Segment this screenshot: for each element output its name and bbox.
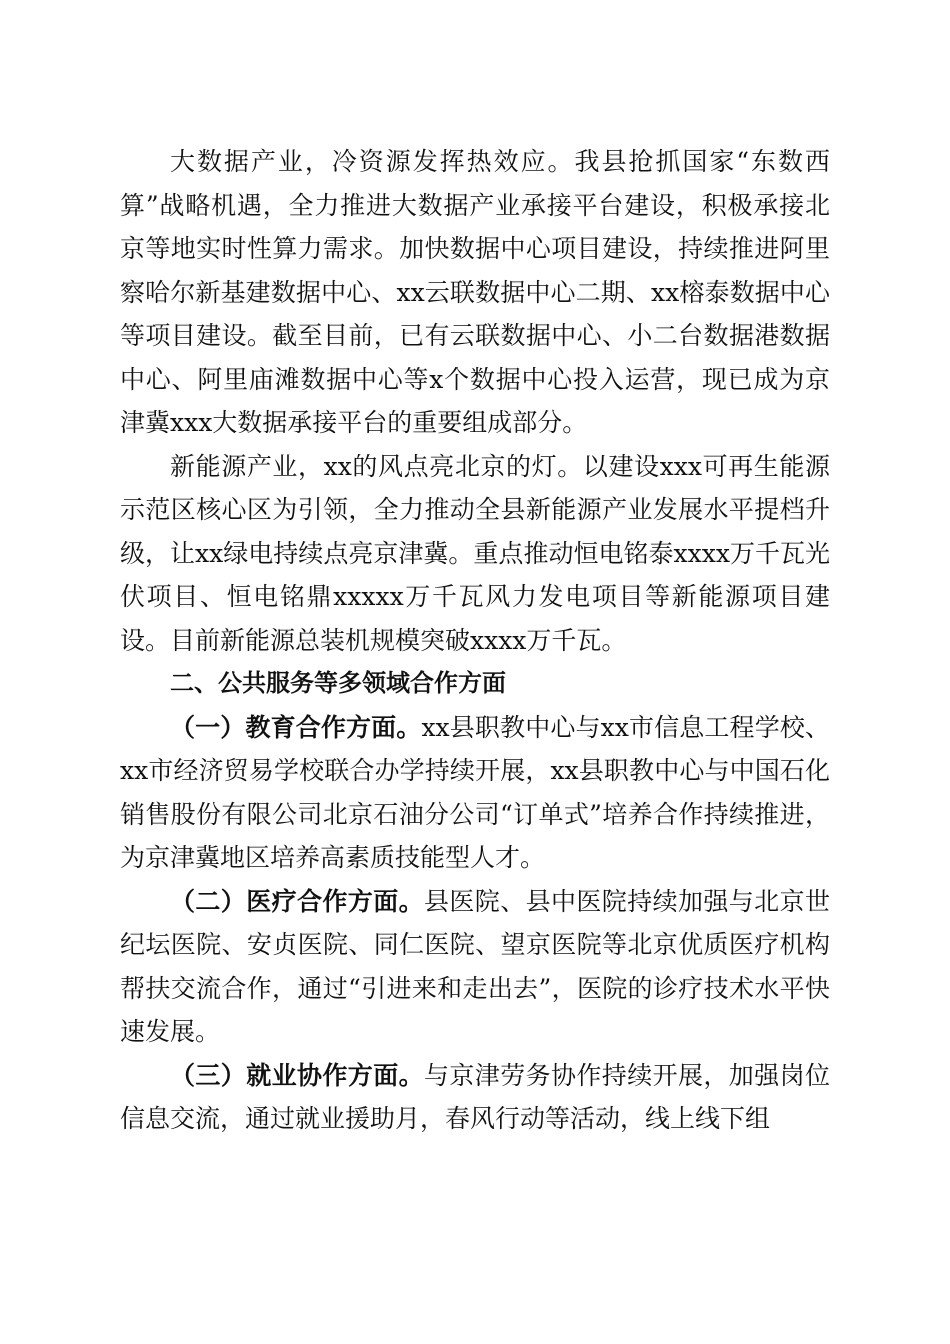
section-heading: 二、公共服务等多领域合作方面	[170, 669, 506, 697]
medical-lead: （二）医疗合作方面。	[170, 886, 424, 916]
paragraph-big-data: 大数据产业，冷资源发挥热效应。我县抢抓国家“东数西算”战略机遇，全力推进大数据产业承接平台建设，积极承接北京等地实时性算力需求。加快数据中心项目建设，持续推进阿里察哈尔新基建数据中心、xx云联数据中心二期、xx榕泰数据中心等项目建设。截至目前，已有云联数据中心、小二台数据港数据中心、阿里庙滩数据中心等x个数据中心投入运营，现已成为京津冀xxx大数据承接平台的重要组成部分。	[120, 147, 830, 437]
paragraph-new-energy: 新能源产业，xx的风点亮北京的灯。以建设xxx可再生能源示范区核心区为引领，全力推动全县新能源产业发展水平提档升级，让xx绿电持续点亮京津冀。重点推动恒电铭泰xxxx万千瓦光伏项目、恒电铭鼎xxxxx万千瓦风力发电项目等新能源项目建设。目前新能源总装机规模突破xxxx万千瓦。	[120, 451, 830, 655]
employment-body: 与京津劳务协作持续开展，加强岗位信息交流，通过就业援助月，春风行动等活动，线上线下组	[120, 1060, 830, 1133]
education-lead: （一）教育合作方面。	[170, 712, 422, 742]
paragraph-education	[120, 706, 830, 880]
education-body: xx县职教中心与xx市信息工程学校、xx市经济贸易学校联合办学持续开展，xx县职教中心与中国石化销售股份有限公司北京石油分公司“订单式”培养合作持续推进，为京津冀地区培养高素质技能型人才。	[120, 712, 830, 872]
medical-body: 县医院、县中医院持续加强与北京世纪坛医院、安贞医院、同仁医院、望京医院等北京优质医疗机构帮扶交流合作，通过“引进来和走出去”，医院的诊疗技术水平快速发展。	[120, 886, 830, 1046]
document-body	[120, 140, 830, 1141]
paragraph-employment	[120, 1054, 830, 1141]
employment-lead: （三）就业协作方面。	[170, 1060, 424, 1090]
paragraph-medical	[120, 880, 830, 1054]
